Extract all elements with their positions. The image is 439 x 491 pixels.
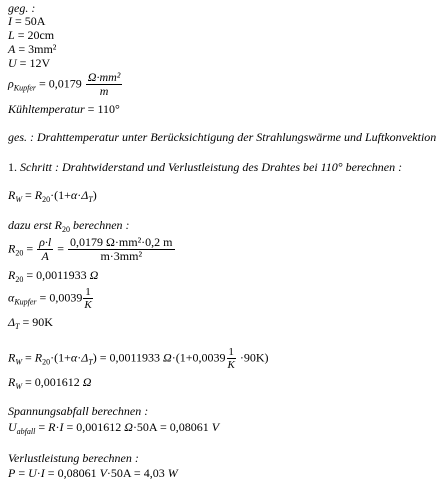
area-symbol: A [8,42,16,56]
length-value: = 20cm [14,28,55,42]
r20-subscript: 20 [42,195,51,204]
rw-equals: = [22,188,35,202]
voltage-drop-r-symbol: R [48,420,56,434]
r20-formula-equals-2: = [54,241,67,256]
rw-result-unit: Ω [82,375,92,389]
rw-result-line [8,375,91,391]
rw-calc-r20-symbol: R [34,350,43,365]
delta-symbol: Δ [81,188,89,202]
power-dot: · [36,466,41,480]
given-resistivity-line [8,71,123,98]
voltage-drop-ohm-unit: Ω [124,420,133,434]
r20-result-value: = 0,0011933 [23,268,90,282]
r20-symbol: R [34,188,43,202]
alpha-unit-fraction [83,286,92,311]
alpha-unit-denominator: K [84,299,92,311]
power-value-2: ·50A = 4,03 [106,466,168,480]
resistivity-subscript: Kupfer [13,83,36,93]
alpha-line [8,286,94,311]
voltage-drop-subscript: abfall [16,427,36,436]
step1-number: 1. [8,160,17,174]
power-heading: Verlustleistung berechnen : [8,451,139,465]
sought-heading: ges. : [8,130,34,144]
rw-subscript: W [15,195,23,204]
length-symbol: L [8,28,15,42]
r20-intro-text: dazu erst [8,218,55,232]
given-current-line [8,14,45,28]
power-unit: W [167,466,178,480]
rw-calc-ohm-unit: Ω [163,350,172,365]
rw-calc-dot: · [77,350,82,365]
cooling-label: Kühltemperatur [8,102,85,116]
rw-calc-r20-subscript: 20 [42,357,51,367]
voltage-drop-equals: = [35,420,49,434]
rw-calc-unit-numerator: 1 [228,346,234,358]
step1-title-line [8,160,402,174]
rw-result-value: = 0,001612 [22,375,83,389]
given-cooling-line [8,102,120,116]
voltage-drop-heading-line [8,404,148,418]
power-equals: = [15,466,29,480]
rw-result-symbol: R [8,375,16,389]
r20-values-fraction [68,236,175,263]
multiply-dot: · [77,188,82,202]
rw-calc-open-paren: ·(1+ [50,350,71,365]
rw-calc-close: ·90K) [236,350,269,365]
resistivity-unit-numerator: Ω·mm² [87,70,121,84]
current-value: = 50A [12,14,46,28]
rw-symbol: R [8,188,16,202]
r20-intro-rest: berechnen : [70,218,130,232]
resistivity-value: = 0,0179 [36,76,85,91]
r20-intro-subscript: 20 [62,225,71,234]
voltage-value: = 12V [16,56,51,70]
power-formula-line [8,466,178,480]
alpha-line-subscript: Kupfer [14,297,37,307]
r20-definition-denominator: A [41,249,49,263]
voltage-drop-value-2: ·50A = 0,08061 [132,420,212,434]
r20-intro-symbol: R [54,218,63,232]
sought-line [8,130,436,144]
rw-calc-equals: = [22,350,35,365]
r20-formula-line [8,236,176,263]
r20-formula-symbol: R [8,241,16,256]
voltage-drop-i-symbol: I [59,420,64,434]
power-symbol: P [8,466,16,480]
rw-calc-line [8,346,269,371]
r20-definition-fraction [37,236,53,263]
r20-result-subscript: 20 [15,275,24,284]
given-area-line [8,42,56,56]
rw-open-paren: ·(1+ [50,188,71,202]
rw-calc-delta-symbol: Δ [81,350,89,365]
step1-title: Schritt : Drahtwiderstand und Verlustleistung des Drahtes bei 110° berechnen : [17,160,403,174]
rw-calc-symbol: R [8,350,16,365]
delta-t-symbol: Δ [8,315,16,329]
resistivity-unit-fraction [86,71,123,98]
rw-calc-alpha-symbol: α [70,350,78,365]
rw-calc-delta-subscript: T [88,357,93,367]
given-voltage-line [8,56,50,70]
delta-subscript: T [88,195,93,204]
rw-result-subscript: W [15,382,23,391]
delta-t-line [8,315,53,331]
voltage-drop-value: = 0,001612 [63,420,125,434]
power-heading-line [8,451,139,465]
voltage-drop-heading: Spannungsabfall berechnen : [8,404,149,418]
rw-calc-unit-fraction [227,346,236,371]
voltage-drop-symbol: U [8,420,17,434]
r20-values-numerator: 0,0179 Ω·mm²·0,2 m [70,235,173,249]
r20-result-unit: Ω [89,268,99,282]
alpha-line-symbol: α [8,290,15,305]
current-symbol: I [8,14,12,28]
power-value: = 0,08061 [44,466,100,480]
delta-t-subscript: T [15,322,20,331]
alpha-line-value: = 0,0039 [36,290,83,305]
r20-formula-subscript: 20 [15,248,24,258]
rw-calc-middle: ) = 0,0011933 [92,350,164,365]
resistivity-symbol: ρ [8,76,14,91]
rw-close-paren: ) [92,188,97,202]
r20-formula-equals: = [23,241,37,256]
rw-formula-line [8,188,97,204]
alpha-unit-numerator: 1 [85,286,91,298]
r20-intro-line [8,218,130,234]
voltage-drop-unit: V [211,420,220,434]
r20-result-symbol: R [8,268,16,282]
voltage-symbol: U [8,56,17,70]
power-i-symbol: I [40,466,45,480]
r20-definition-numerator: ρ·l [39,235,52,249]
alpha-symbol: α [70,188,78,202]
delta-t-value: = 90K [19,315,53,329]
rw-calc-unit-denominator: K [227,359,235,371]
cooling-value: = 110° [84,102,120,116]
area-value: = 3mm² [15,42,57,56]
power-volt-unit: V [99,466,107,480]
given-heading-line [8,1,35,15]
r20-result-line [8,268,98,284]
resistivity-unit-denominator: m [99,84,109,98]
rw-calc-subscript: W [15,357,23,367]
given-length-line [8,28,54,42]
rw-calc-open-paren-2: ·(1+0,0039 [171,350,226,365]
power-u-symbol: U [28,466,37,480]
r20-values-denominator: m·3mm² [100,249,143,263]
voltage-drop-formula-line [8,420,219,436]
given-heading: geg. : [8,1,36,15]
sought-text: Drahttemperatur unter Berücksichtigung der Strahlungswärme und Luftkonvektion [34,130,437,144]
voltage-drop-dot: · [55,420,60,434]
